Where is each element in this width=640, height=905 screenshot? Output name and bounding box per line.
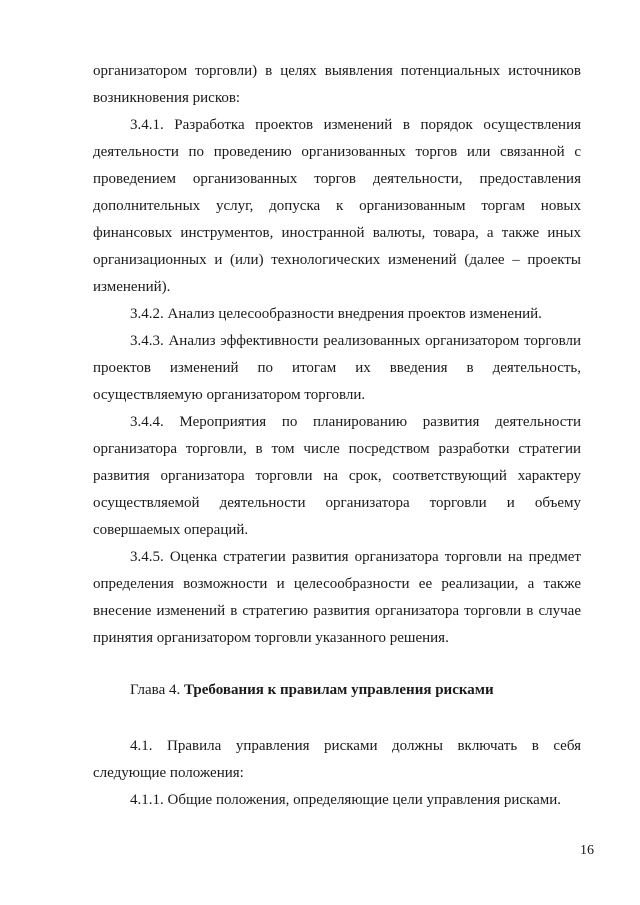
paragraph-3-4-2: 3.4.2. Анализ целесообразности внедрения проектов изменений. — [130, 306, 542, 322]
paragraph-3-4-3: 3.4.3. Анализ эффективности реализованных организатором торговли проектов изменений по итогам их введения в деятельность, осуществляемую организатором торговли. — [93, 333, 581, 403]
document-page — [93, 58, 581, 814]
paragraph-3-4-1: 3.4.1. Разработка проектов изменений в порядок осуществления деятельности по проведению организованных торгов или связанной с проведением организованных торгов деятельности, предоставления дополнительных услуг, допуска к организованным торгам новых финансовых инструментов, иностранной валюты, товара, а также иных организационных и (или) технологических изменений (далее – проекты изменений). — [93, 117, 581, 295]
chapter-prefix: Глава 4. — [130, 682, 184, 698]
chapter-heading — [93, 677, 581, 704]
page-number: 16 — [580, 843, 594, 858]
paragraph-3-4-4: 3.4.4. Мероприятия по планированию развития деятельности организатора торговли, в том числе посредством разработки стратегии развития организатора торговли на срок, соответствующий характеру осуществляемой деятельности организатора торговли и объему совершаемых операций. — [93, 414, 581, 538]
paragraph-continuation: организатором торговли) в целях выявления потенциальных источников возникновения рисков: — [93, 63, 581, 106]
chapter-title: Требования к правилам управления рисками — [183, 682, 494, 698]
paragraph-3-4-5: 3.4.5. Оценка стратегии развития организатора торговли на предмет определения возможности и целесообразности ее реализации, а также внесение изменений в стратегию развития организатора торговли в случае принятия организатором торговли указанного решения. — [93, 549, 581, 646]
paragraph-4-1: 4.1. Правила управления рисками должны включать в себя следующие положения: — [93, 738, 581, 781]
paragraph-4-1-1: 4.1.1. Общие положения, определяющие цели управления рисками. — [130, 792, 562, 808]
